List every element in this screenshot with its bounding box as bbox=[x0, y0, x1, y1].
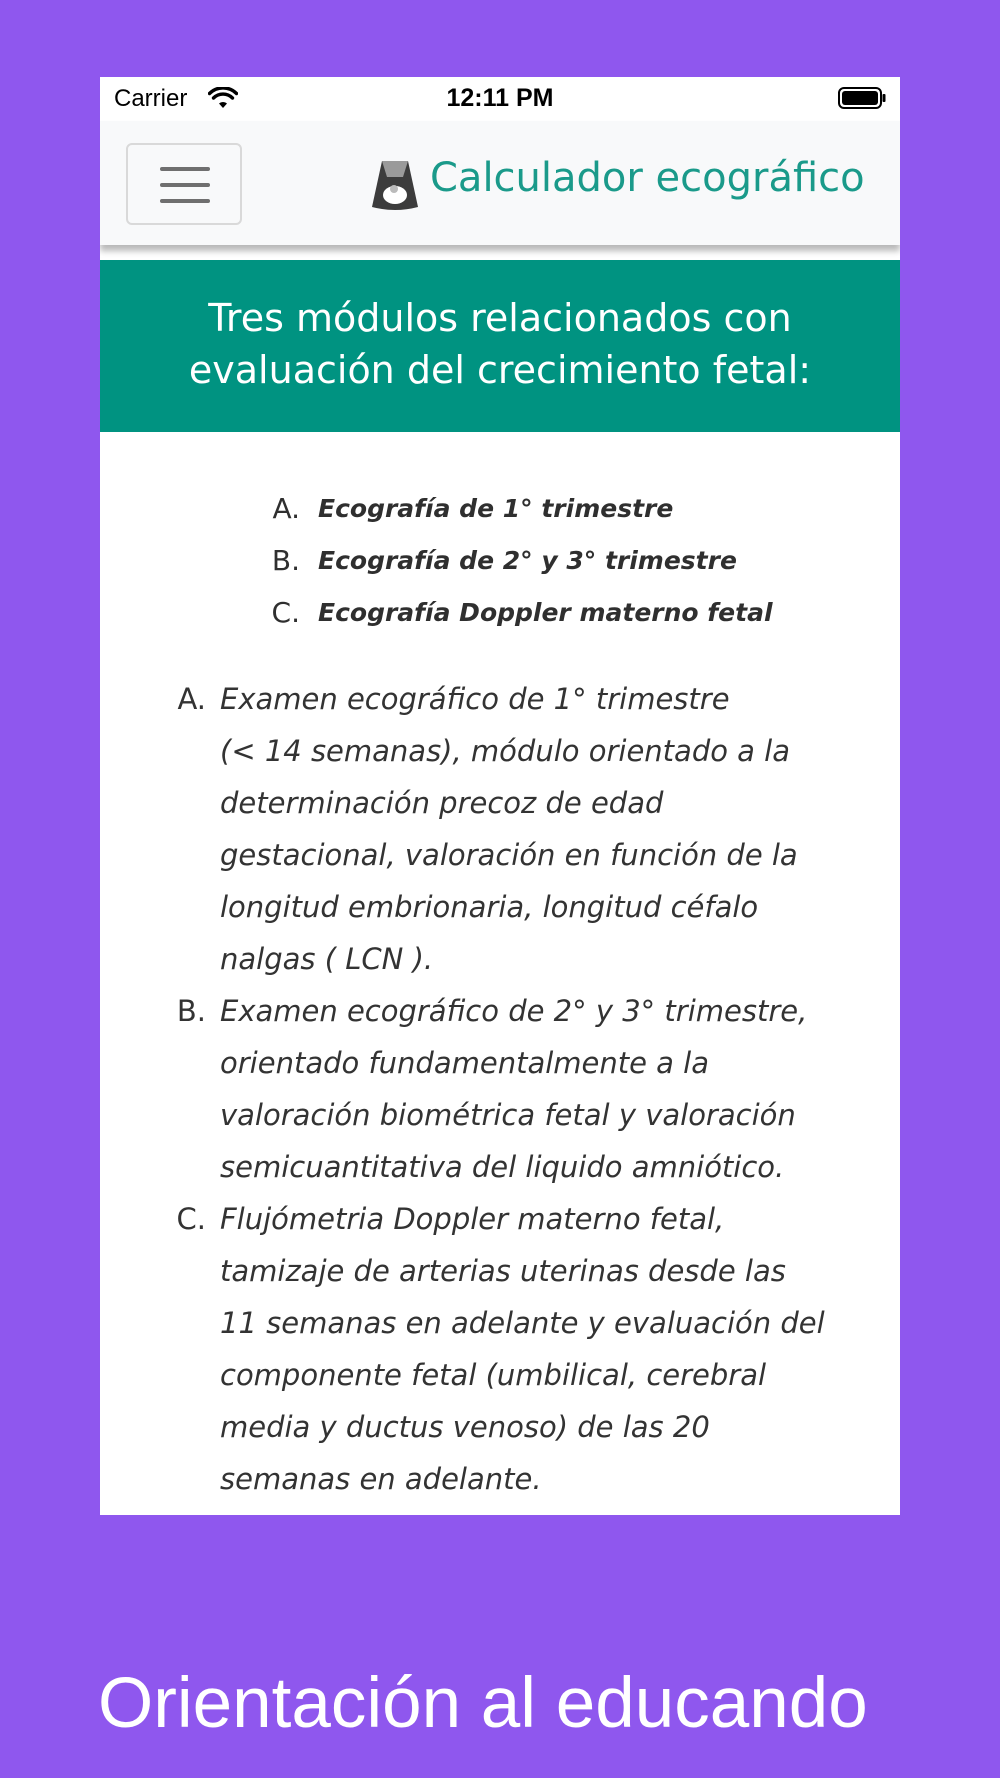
description-line: semicuantitativa del liquido amniótico. bbox=[220, 1150, 785, 1184]
description-line: semanas en adelante. bbox=[220, 1462, 542, 1496]
description-line: 11 semanas en adelante y evaluación del bbox=[220, 1306, 825, 1340]
module-item bbox=[260, 587, 773, 639]
description-line: orientado fundamentalmente a la bbox=[220, 1046, 709, 1080]
phone-screen bbox=[100, 77, 900, 1515]
description-line: valoración biométrica fetal y valoración bbox=[220, 1098, 796, 1132]
description-line: longitud embrionaria, longitud céfalo bbox=[220, 890, 759, 924]
description-line: componente fetal (umbilical, cerebral bbox=[220, 1358, 767, 1392]
hamburger-icon bbox=[160, 199, 210, 203]
module-label: Ecografía de 2° y 3° trimestre bbox=[318, 546, 737, 575]
description-item bbox=[160, 985, 880, 1193]
module-list bbox=[260, 483, 773, 639]
list-marker: C. bbox=[271, 596, 300, 629]
app-title[interactable]: Calculador ecográfico bbox=[430, 155, 865, 201]
battery-icon bbox=[838, 87, 886, 109]
description-line: media y ductus venoso) de las 20 bbox=[220, 1410, 710, 1444]
menu-toggle-button[interactable] bbox=[126, 143, 242, 225]
carrier-label: Carrier bbox=[114, 85, 188, 112]
description-line: (< 14 semanas), módulo orientado a la bbox=[220, 734, 791, 768]
list-marker: A. bbox=[177, 682, 206, 716]
module-item bbox=[260, 535, 773, 587]
description-item bbox=[160, 673, 880, 985]
clock: 12:11 PM bbox=[446, 84, 554, 112]
description-line: Examen ecográfico de 2° y 3° trimestre, bbox=[220, 994, 808, 1028]
navbar bbox=[100, 121, 900, 245]
description-line: tamizaje de arterias uterinas desde las bbox=[220, 1254, 786, 1288]
hamburger-icon bbox=[160, 183, 210, 187]
hamburger-icon bbox=[160, 167, 210, 171]
description-item bbox=[160, 1193, 880, 1505]
hero-banner bbox=[100, 260, 900, 432]
description-line: determinación precoz de edad bbox=[220, 786, 664, 820]
module-label: Ecografía de 1° trimestre bbox=[318, 494, 674, 523]
list-marker: B. bbox=[176, 994, 206, 1028]
module-label: Ecografía Doppler materno fetal bbox=[318, 598, 773, 627]
description-line: Flujómetria Doppler materno fetal, bbox=[220, 1202, 725, 1236]
list-marker: A. bbox=[272, 492, 300, 525]
ultrasound-probe-logo[interactable] bbox=[370, 157, 420, 211]
module-item bbox=[260, 483, 773, 535]
promo-caption: Orientación al educando bbox=[98, 1664, 868, 1743]
description-line: Examen ecográfico de 1° trimestre bbox=[220, 682, 730, 716]
list-marker: C. bbox=[176, 1202, 206, 1236]
description-line: gestacional, valoración en función de la bbox=[220, 838, 798, 872]
module-description-list bbox=[160, 673, 880, 1505]
list-marker: B. bbox=[271, 544, 300, 577]
description-line: nalgas ( LCN ). bbox=[220, 942, 434, 976]
status-bar bbox=[100, 77, 900, 121]
hero-heading-line: Tres módulos relacionados con bbox=[208, 296, 792, 340]
hero-heading-line: evaluación del crecimiento fetal: bbox=[188, 348, 812, 392]
